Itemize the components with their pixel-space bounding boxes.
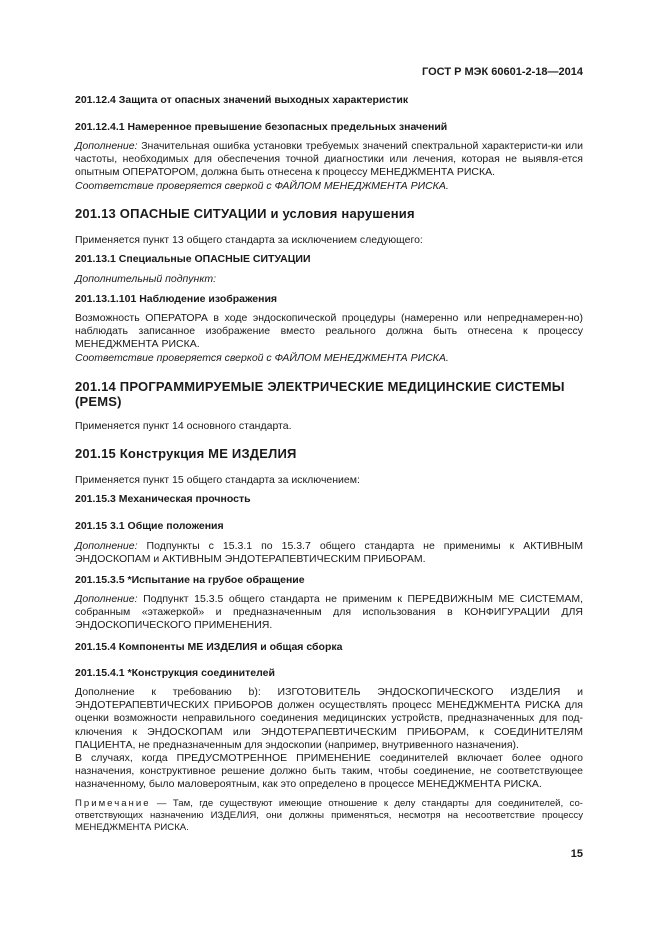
heading-201-14: 201.14 ПРОГРАММИРУЕМЫЕ ЭЛЕКТРИЧЕСКИЕ МЕДИЦИНСКИЕ СИСТЕМЫ (PEMS)	[75, 379, 565, 409]
paragraph-connectors: Дополнение к требованию b): ИЗГОТОВИТЕЛЬ ЭНДОСКОПИЧЕСКОГО ИЗДЕЛИЯ и ЭНДОТЕРАПЕВТИЧЕСКИХ ПРИБОРОВ должен осуществлять процесс МЕНЕДЖМЕНТА РИСКА для оценки возможности неправильного соединения медицинских устройств, предназначенных для под-ключения к ЭНДОСКОПАМ или ЭНДОТЕРАПЕВТИЧЕСКИМ ПРИБОРАМ, к СОЕДИНИТЕЛЯМ ПАЦИЕНТА, не предназначенным для эндоскопии (например, внутривенного назначения).	[75, 686, 583, 751]
heading-201-13: 201.13 ОПАСНЫЕ СИТУАЦИИ и условия нарушения	[75, 206, 415, 221]
addition-label: Дополнение:	[75, 540, 138, 552]
document-header: ГОСТ Р МЭК 60601-2-18—2014	[422, 66, 583, 78]
heading-201-15-4: 201.15.4 Компоненты МЕ ИЗДЕЛИЯ и общая сборка	[75, 641, 343, 653]
paragraph-addition-3	[75, 593, 583, 633]
paragraph-201-15: Применяется пункт 15 общего стандарта за исключением:	[75, 474, 360, 486]
addition-text: Подпункт 15.3.5 общего стандарта не применим к ПЕРЕДВИЖНЫМ МЕ СИСТЕМАМ, собранным «этажеркой» и предназначенным для использования в КОНФИГУРАЦИИ ДЛЯ ЭНДОСКОПИЧЕСКОГО ПРИМЕНЕНИЯ.	[75, 593, 583, 632]
heading-201-15-3: 201.15.3 Механическая прочность	[75, 493, 251, 505]
paragraph-201-13: Применяется пункт 13 общего стандарта за исключением следующего:	[75, 234, 423, 246]
additional-subclause-label: Дополнительный подпункт:	[75, 273, 217, 285]
addition-text: Значительная ошибка установки требуемых значений спектральной характеристи-ки или частоты, необходимых для обеспечения точной диагностики или лечения, которая не выявля-ется опытным ОПЕРАТОРОМ, должна быть отнесена к процессу МЕНЕДЖМЕНТА РИСКА.	[75, 140, 583, 179]
paragraph-intended-use: В случаях, когда ПРЕДУСМОТРЕННОЕ ПРИМЕНЕНИЕ соединителей включает более одного назначения, конструктивное решение должно быть таким, чтобы соединение, не соответствующее назначенному, было маловероятным, как это определено в процессе МЕНЕДЖМЕНТА РИСКА.	[75, 752, 583, 791]
heading-201-13-1-101: 201.13.1.101 Наблюдение изображения	[75, 293, 278, 305]
addition-label: Дополнение:	[75, 593, 138, 605]
paragraph-201-14: Применяется пункт 14 основного стандарта.	[75, 420, 292, 432]
paragraph-image-observation: Возможность ОПЕРАТОРА в ходе эндоскопической процедуры (намеренно или непреднамерен-но) наблюдать записанное изображение вместо реального должна быть отнесена к процессу МЕНЕДЖМЕНТА РИСКА.	[75, 312, 583, 351]
paragraph-addition-2	[75, 540, 583, 566]
addition-text: Подпункты с 15.3.1 по 15.3.7 общего стандарта не применимы к АКТИВНЫМ ЭНДОСКОПАМ и АКТИВНЫМ ЭНДОТЕРАПЕВТИЧЕСКИМ ПРИБОРАМ.	[75, 540, 583, 566]
compliance-note-1: Соответствие проверяется сверкой с ФАЙЛОМ МЕНЕДЖМЕНТА РИСКА.	[75, 180, 449, 192]
heading-201-12-4: 201.12.4 Защита от опасных значений выходных характеристик	[75, 94, 409, 106]
addition-label: Дополнение:	[75, 140, 138, 152]
heading-201-12-4-1: 201.12.4.1 Намеренное превышение безопасных предельных значений	[75, 121, 448, 133]
heading-201-15-4-1: 201.15.4.1 *Конструкция соединителей	[75, 667, 275, 679]
heading-201-15-3-1: 201.15 3.1 Общие положения	[75, 520, 224, 532]
heading-201-15: 201.15 Конструкция МЕ ИЗДЕЛИЯ	[75, 446, 297, 461]
page-number: 15	[570, 848, 583, 860]
heading-201-13-1: 201.13.1 Специальные ОПАСНЫЕ СИТУАЦИИ	[75, 253, 311, 265]
paragraph-addition-1	[75, 140, 583, 180]
note-text: — Там, где существуют имеющие отношение к делу стандарты для соединителей, со-ответствующих назначению ИЗДЕЛИЯ, они должны применяться, несмотря на несоответствие процессу МЕНЕДЖМЕНТА РИСКА.	[75, 798, 583, 833]
note-paragraph	[75, 798, 583, 834]
note-label: Примечание	[75, 798, 151, 809]
heading-201-15-3-5: 201.15.3.5 *Испытание на грубое обращение	[75, 574, 305, 586]
compliance-note-2: Соответствие проверяется сверкой с ФАЙЛОМ МЕНЕДЖМЕНТА РИСКА.	[75, 352, 449, 364]
